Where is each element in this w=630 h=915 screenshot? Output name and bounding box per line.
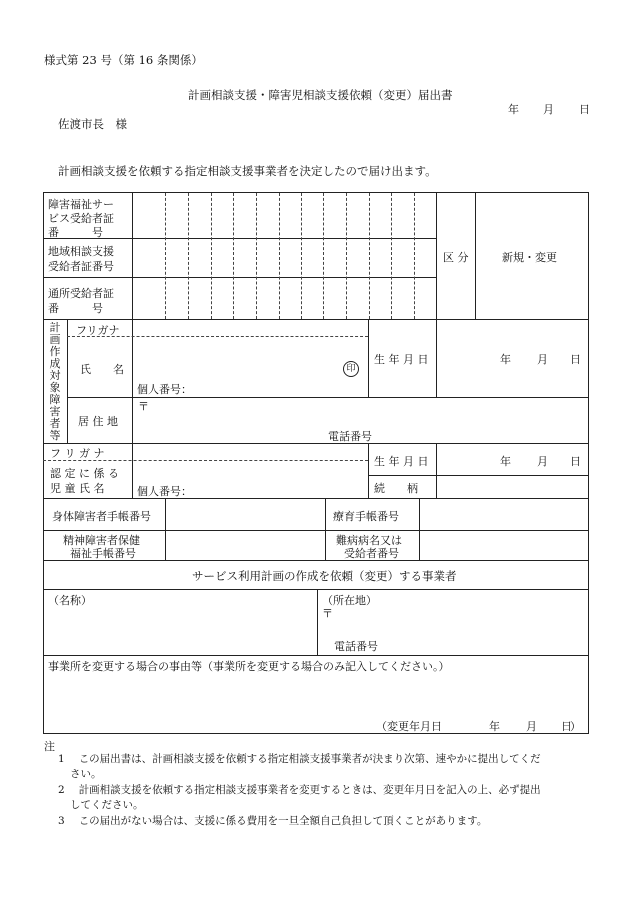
label-personal-number: 個人番号： xyxy=(137,383,192,396)
birth-year-label: 年 xyxy=(500,353,511,366)
label-disability-welfare-cert-2: ビス受給者証 xyxy=(48,212,114,225)
label-address: 居 住 地 xyxy=(78,415,118,428)
label-birth-date: 生 年 月 日 xyxy=(374,353,429,366)
label-change-date: （変更年月日 xyxy=(376,720,442,733)
label-physical-disability-book: 身体障害者手帳番号 xyxy=(52,510,151,523)
note-item: 1 この届出書は、計画相談支援を依頼する指定相談支援事業者が決まり次第、速やかに提出してくだ さい。 xyxy=(58,753,541,780)
label-day-service-cert-1: 通所受給者証 xyxy=(48,287,114,300)
label-provider-name: （名称） xyxy=(48,594,92,607)
label-child-name-2: 児 童 氏 名 xyxy=(50,482,105,495)
label-provider-phone: 電話番号 xyxy=(334,640,378,653)
note-item: 3 この届出がない場合は、支援に係る費用を一旦全額自己負担して頂くことがあります。 xyxy=(58,815,488,827)
label-intractable-disease-2: 受給者番号 xyxy=(344,547,399,560)
label-child-birth-date: 生 年 月 日 xyxy=(374,455,429,468)
child-birth-year-label: 年 xyxy=(500,455,511,468)
label-mental-health-book-1: 精神障害者保健 xyxy=(63,534,140,547)
category-value[interactable]: 新規・変更 xyxy=(502,251,557,264)
seal-mark: 印 xyxy=(343,361,359,377)
label-child-name-1: 認 定 に 係 る xyxy=(50,467,119,480)
label-name: 氏 名 xyxy=(80,363,124,376)
label-rehabilitation-book: 療育手帳番号 xyxy=(333,510,399,523)
label-category: 区 分 xyxy=(443,251,469,264)
provider-postal-mark: 〒 xyxy=(322,607,333,620)
label-target-person-vertical: 計画作成対象障害者等 xyxy=(49,321,61,442)
birth-day-label: 日 xyxy=(570,353,581,366)
label-day-service-cert-2: 番 号 xyxy=(48,302,103,315)
label-disability-welfare-cert-3: 番 号 xyxy=(48,226,103,239)
child-birth-day-label: 日 xyxy=(570,455,581,468)
change-day-label: 日 xyxy=(561,720,572,733)
addressee: 佐渡市長 様 xyxy=(58,117,127,131)
date-month-label: 月 xyxy=(543,103,554,116)
birth-month-label: 月 xyxy=(537,353,548,366)
label-intractable-disease-1: 難病病名又は xyxy=(336,534,402,547)
label-change-reason: 事業所を変更する場合の事由等（事業所を変更する場合のみ記入してください。） xyxy=(48,660,450,673)
label-disability-welfare-cert-1: 障害福祉サー xyxy=(48,198,114,211)
provider-header: サービス利用計画の作成を依頼（変更）する事業者 xyxy=(192,569,457,583)
change-month-label: 月 xyxy=(526,720,537,733)
intro-text: 計画相談支援を依頼する指定相談支援事業者を決定したので届け出ます。 xyxy=(58,164,437,178)
date-day-label: 日 xyxy=(579,103,590,116)
label-child-furigana: フ リ ガ ナ xyxy=(50,447,105,460)
label-community-support-cert-2: 受給者証番号 xyxy=(48,260,114,273)
change-year-label: 年 xyxy=(489,720,500,733)
form-number: 様式第 23 号（第 16 条関係） xyxy=(44,53,203,67)
notes-heading: 注 xyxy=(44,740,55,753)
form-title: 計画相談支援・障害児相談支援依頼（変更）届出書 xyxy=(188,88,453,102)
label-community-support-cert-1: 地域相談支援 xyxy=(48,245,114,258)
label-provider-location: （所在地） xyxy=(322,594,377,607)
address-postal-mark: 〒 xyxy=(138,400,149,413)
child-birth-month-label: 月 xyxy=(537,455,548,468)
label-furigana: フリガナ xyxy=(76,324,120,337)
label-relationship: 続 柄 xyxy=(374,482,418,495)
label-mental-health-book-2: 福祉手帳番号 xyxy=(70,547,136,560)
label-child-personal-number: 個人番号： xyxy=(137,485,192,498)
note-item: 2 計画相談支援を依頼する指定相談支援事業者を変更するときは、変更年月日を記入の上、必ず提出 してください。 xyxy=(58,784,541,811)
date-year-label: 年 xyxy=(508,103,519,116)
label-phone: 電話番号 xyxy=(328,430,372,443)
